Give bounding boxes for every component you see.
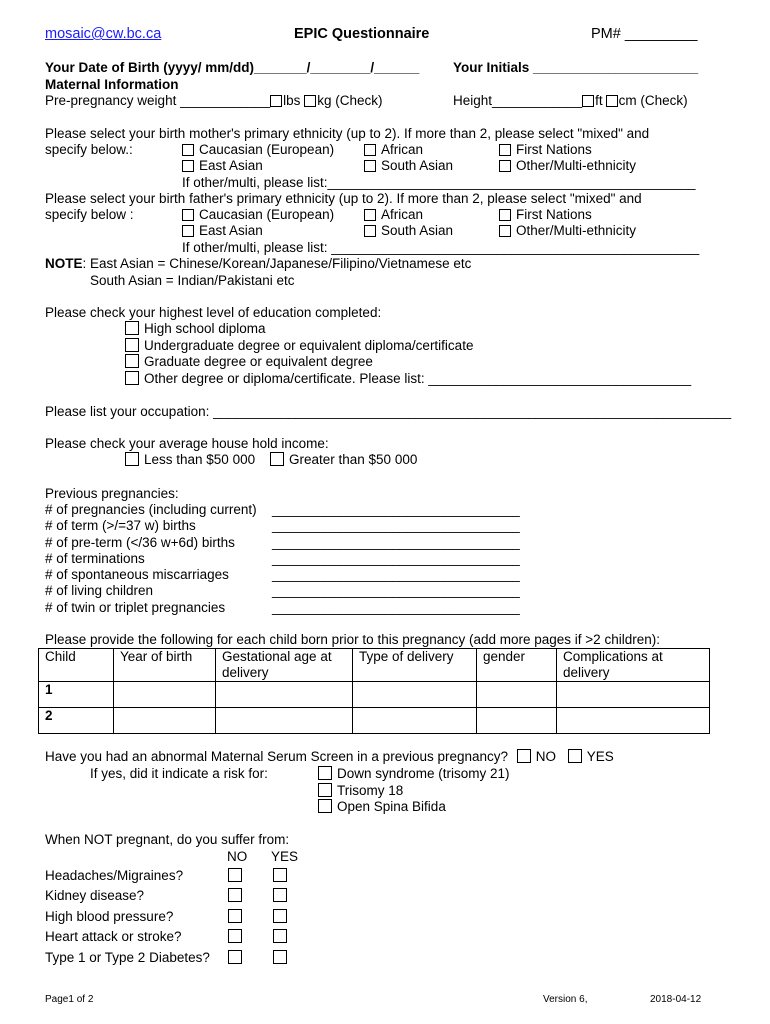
option-label: African [381, 142, 424, 157]
condition-label: Heart attack or stroke? [45, 929, 182, 944]
option-label: South Asian [381, 223, 454, 238]
initials-field[interactable]: Your Initials ______________________ [453, 60, 699, 75]
table-cell[interactable] [477, 708, 557, 734]
option-label: Other degree or diploma/certificate. Please list: ___________________________________ [144, 371, 692, 386]
table-cell[interactable] [114, 708, 216, 734]
option-label: First Nations [516, 207, 592, 222]
mother-option-first-nations[interactable] [499, 142, 592, 158]
option-label: South Asian [381, 158, 454, 173]
checkbox[interactable] [364, 209, 376, 221]
child-number: 2 [39, 708, 114, 734]
checkbox[interactable] [499, 144, 511, 156]
cm-checkbox[interactable] [606, 95, 618, 107]
mother-option-caucasian[interactable] [182, 142, 334, 158]
checkbox[interactable] [318, 783, 332, 797]
header-child: Child [39, 649, 114, 682]
cm-label: cm (Check) [618, 93, 688, 108]
table-row [39, 708, 710, 734]
condition-label: High blood pressure? [45, 909, 174, 924]
serum-yes-checkbox[interactable] [568, 749, 582, 763]
condition-yes-checkbox[interactable] [273, 929, 287, 943]
checkbox[interactable] [318, 766, 332, 780]
condition-no-checkbox[interactable] [228, 950, 242, 964]
note-label: NOTE [45, 256, 83, 271]
conditions-no-header: NO [227, 849, 248, 864]
condition-no-checkbox[interactable] [228, 929, 242, 943]
table-cell[interactable] [557, 682, 710, 708]
option-label: First Nations [516, 142, 592, 157]
option-label: Undergraduate degree or equivalent diploma/certificate [144, 338, 474, 353]
table-cell[interactable] [477, 682, 557, 708]
pregnancy-answer-field[interactable]: _________________________________ [272, 551, 520, 566]
option-label: African [381, 207, 424, 222]
serum-question: Have you had an abnormal Maternal Serum Screen in a previous pregnancy? [45, 749, 509, 764]
pregnancy-label: # of pregnancies (including current) [45, 502, 257, 517]
option-label: High school diploma [144, 321, 266, 336]
pregnancy-label: # of living children [45, 583, 154, 598]
checkbox[interactable] [499, 160, 511, 172]
checkbox[interactable] [182, 144, 194, 156]
header-complications: Complications at delivery [557, 649, 710, 682]
checkbox[interactable] [364, 160, 376, 172]
kg-checkbox[interactable] [304, 95, 316, 107]
education-option-graduate[interactable] [125, 354, 373, 370]
pregnancies-title: Previous pregnancies: [45, 486, 179, 501]
conditions-question: When NOT pregnant, do you suffer from: [45, 832, 290, 847]
condition-yes-checkbox[interactable] [273, 888, 287, 902]
condition-yes-checkbox[interactable] [273, 868, 287, 882]
checkbox[interactable] [318, 799, 332, 813]
condition-label: Type 1 or Type 2 Diabetes? [45, 950, 210, 965]
option-label: Caucasian (European) [199, 142, 335, 157]
checkbox[interactable] [125, 338, 139, 352]
conditions-yes-header: YES [271, 849, 299, 864]
checkbox[interactable] [182, 160, 194, 172]
father-option-caucasian[interactable] [182, 207, 334, 223]
option-label: Greater than $50 000 [289, 452, 418, 467]
table-cell[interactable] [216, 682, 353, 708]
maternal-info-heading: Maternal Information [45, 77, 179, 92]
table-cell[interactable] [216, 708, 353, 734]
ethnicity-note [45, 256, 471, 272]
weight-row [45, 93, 382, 109]
email-link[interactable]: mosaic@cw.bc.ca [45, 26, 162, 42]
pregnancy-label: # of pre-term (</36 w+6d) births [45, 535, 235, 550]
kg-label: kg (Check) [317, 93, 383, 108]
serum-question-row [45, 749, 614, 765]
mother-specify-label: specify below.: [45, 142, 133, 157]
table-cell[interactable] [557, 708, 710, 734]
option-label: Other/Multi-ethnicity [516, 223, 637, 238]
education-option-undergraduate[interactable] [125, 338, 473, 354]
father-specify-label: specify below : [45, 207, 134, 222]
condition-yes-checkbox[interactable] [273, 909, 287, 923]
pregnancy-answer-field[interactable]: _________________________________ [272, 502, 520, 517]
table-row [39, 682, 710, 708]
dob-field[interactable]: Your Date of Birth (yyyy/ mm/dd)_______/________/______ [45, 60, 420, 75]
condition-no-checkbox[interactable] [228, 909, 242, 923]
mother-other-list-field[interactable]: If other/multi, please list:_________________________________________________ [182, 175, 696, 190]
children-table [38, 648, 710, 734]
ft-label: ft [595, 93, 603, 108]
option-label: Other/Multi-ethnicity [516, 158, 637, 173]
pregnancy-answer-field[interactable]: _________________________________ [272, 535, 520, 550]
father-option-african[interactable] [364, 207, 423, 223]
mother-option-east-asian[interactable] [182, 158, 263, 174]
page-title: EPIC Questionnaire [294, 26, 430, 42]
option-label: Graduate degree or equivalent degree [144, 354, 373, 369]
education-question: Please check your highest level of education completed: [45, 305, 382, 320]
father-other-list-field[interactable]: If other/multi, please list: _________________________________________________ [182, 240, 700, 255]
version: Version 6, [543, 994, 588, 1005]
pregnancy-answer-field[interactable]: _________________________________ [272, 583, 520, 598]
condition-no-checkbox[interactable] [228, 888, 242, 902]
serum-yes-label: YES [586, 749, 614, 764]
serum-followup: If yes, did it indicate a risk for: [90, 766, 268, 781]
pregnancy-answer-field[interactable]: _________________________________ [272, 518, 520, 533]
table-cell[interactable] [353, 682, 477, 708]
occupation-field[interactable]: Please list your occupation: _____________________________________________________________________ [45, 404, 732, 419]
serum-no-label: NO [535, 749, 557, 764]
checkbox[interactable] [499, 225, 511, 237]
child-number: 1 [39, 682, 114, 708]
condition-yes-checkbox[interactable] [273, 950, 287, 964]
ft-checkbox[interactable] [582, 95, 594, 107]
pregnancy-answer-field[interactable]: _________________________________ [272, 567, 520, 582]
pregnancy-answer-field[interactable]: _________________________________ [272, 600, 520, 615]
option-label: Trisomy 18 [337, 783, 404, 798]
pregnancy-label: # of term (>/=37 w) births [45, 518, 196, 533]
weight-label[interactable]: Pre-pregnancy weight ____________ [45, 93, 271, 108]
page-number: Page1 of 2 [45, 994, 94, 1005]
checkbox[interactable] [364, 225, 376, 237]
height-label[interactable]: Height____________ [453, 93, 583, 108]
father-option-first-nations[interactable] [499, 207, 592, 223]
option-label: Down syndrome (trisomy 21) [337, 766, 510, 781]
table-cell[interactable] [114, 682, 216, 708]
lbs-label: lbs [283, 93, 301, 108]
option-label: Caucasian (European) [199, 207, 335, 222]
mother-ethnicity-question: Please select your birth mother's primary ethnicity (up to 2). If more than 2, please select "mixed" and [45, 126, 650, 141]
father-ethnicity-question: Please select your birth father's primary ethnicity (up to 2). If more than 2, please select "mixed" and [45, 191, 642, 206]
serum-option-spina-bifida[interactable] [318, 799, 446, 815]
mother-option-south-asian[interactable] [364, 158, 453, 174]
checkbox[interactable] [125, 371, 139, 385]
income-question: Please check your average house hold income: [45, 436, 329, 451]
serum-option-down-syndrome[interactable] [318, 766, 510, 782]
pregnancy-label: # of terminations [45, 551, 145, 566]
checkbox[interactable] [125, 321, 139, 335]
header-type-of-delivery: Type of delivery [353, 649, 477, 682]
lbs-checkbox[interactable] [270, 95, 282, 107]
option-label: East Asian [199, 223, 263, 238]
table-cell[interactable] [353, 708, 477, 734]
condition-no-checkbox[interactable] [228, 868, 242, 882]
father-option-south-asian[interactable] [364, 223, 453, 239]
header-year-of-birth: Year of birth [114, 649, 216, 682]
serum-no-checkbox[interactable] [517, 749, 531, 763]
note-south-asian: South Asian = Indian/Pakistani etc [90, 273, 295, 288]
checkbox[interactable] [364, 144, 376, 156]
father-option-east-asian[interactable] [182, 223, 263, 239]
checkbox[interactable] [499, 209, 511, 221]
checkbox[interactable] [125, 452, 139, 466]
option-label: Less than $50 000 [144, 452, 256, 467]
header-gestational-age: Gestational age at delivery [216, 649, 353, 682]
mother-option-african[interactable] [364, 142, 423, 158]
pm-field[interactable]: PM# _________ [591, 26, 698, 42]
header-gender: gender [477, 649, 557, 682]
option-label: East Asian [199, 158, 263, 173]
height-row [453, 93, 688, 109]
income-option-less[interactable] [125, 452, 255, 468]
education-option-other[interactable] [125, 371, 691, 387]
table-header-row [39, 649, 710, 682]
serum-option-trisomy-18[interactable] [318, 783, 403, 799]
checkbox[interactable] [270, 452, 284, 466]
condition-label: Kidney disease? [45, 888, 145, 903]
option-label: Open Spina Bifida [337, 799, 446, 814]
income-option-greater[interactable] [270, 452, 417, 468]
condition-label: Headaches/Migraines? [45, 868, 184, 883]
pregnancy-label: # of twin or triplet pregnancies [45, 600, 226, 615]
mother-option-other[interactable] [499, 158, 636, 174]
checkbox[interactable] [182, 209, 194, 221]
checkbox[interactable] [125, 354, 139, 368]
education-option-high-school[interactable] [125, 321, 266, 337]
father-option-other[interactable] [499, 223, 636, 239]
checkbox[interactable] [182, 225, 194, 237]
children-intro: Please provide the following for each child born prior to this pregnancy (add more pages if >2 children): [45, 632, 660, 647]
version-date: 2018-04-12 [650, 994, 702, 1005]
note-east-asian: : East Asian = Chinese/Korean/Japanese/Filipino/Vietnamese etc [82, 256, 472, 271]
pregnancy-label: # of spontaneous miscarriages [45, 567, 229, 582]
